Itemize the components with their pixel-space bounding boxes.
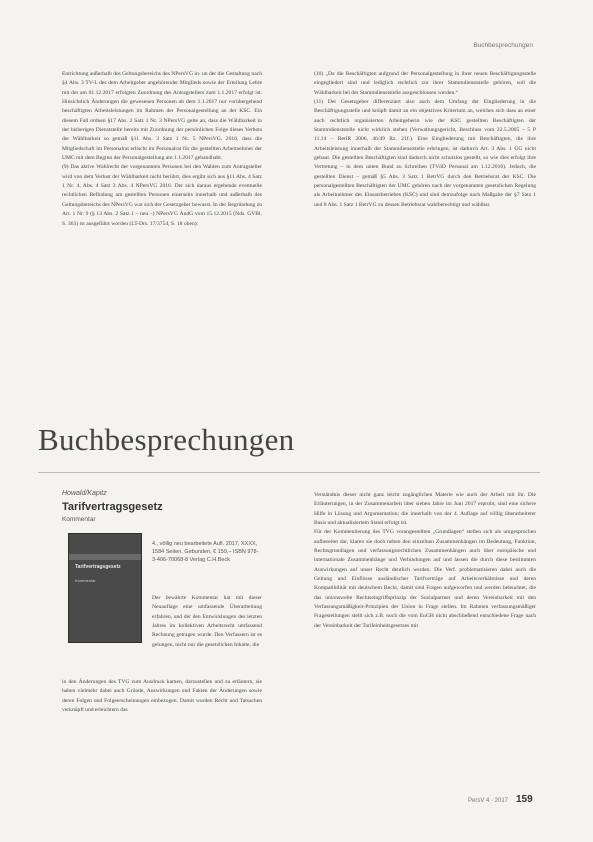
bottom-right-text: Verständnis dieser nicht ganz leicht zugänglichen Materie wie auch der Arbeit mit ihr. Die Erläuterungen, in der Zusammenarbeit über sieben Jahre im Juni 2017 erprobt, sind eine sichere Hilfe in Lösung und Argumentation; die innerhalb von der 4. Auflage auf völlig überarbeiteter Basis und aktualisiertem Stand erfolgt ist. Für der Kommentierung des TVG vorangestellten „Grundlagen“ stellen sich als umgesprochen aufbereitet dar, klaren sie doch neben den einzelnen Zusammenhängen im Bedeutung, Funktion, Rechtsgrundlagen und verfassungsrechtlichen Zusammenhängen auch über europäische und internationale Zusammenhänge und Verbindungen auf und lassen die durch diese bestimmten Auswirkungen auf unser Recht deutlich werden. Die Verf. problematisieren dabei auch die Geltung und Einflüsse ausländischer Tarifverträge auf Arbeitsverhältnisse und deren Kompatibilität mit deutschem Recht, damit sind Fragen aufgeworfen und werden beleuchtet, die das unionsweite Rechtseingriffsprinzip der Sozialpartner und deren Vereinbarkeit mit den Verfassungsmäßigkeit-Prinzipien der Union in Frage stellen. Im Rahmen verfassungsmäßiger Fragestellungen stellt sich z.B. noch die vom EuGH nicht abschließend entschiedene Frage nach der Vereinbarkeit der Tarifeinheitsgesetzes mit: [314, 492, 536, 629]
running-head: Buchbesprechungen: [473, 42, 533, 49]
cover-title: Tarifvertragsgesetz: [75, 564, 121, 570]
top-left-text: Entrichtung außerhalb des Geltungsbereichs des NPersVG in- un der die Gestaltung nach §4 Abs. 3 TV-L des dem Arbeitgeber angehörender Mitglieds sowie der Erteilung Lehre mit der am 01.12.2017 erfolgten Zuordnung des Antragstellers zum 1.1.2017 erfolgt ist. Hinsichtlich Änderungen die gewesenen Personen ab dem 1.1.2017 nur vorübergehend beschäftigten Arbeitsleistungen im Rahmen der Personalgestellung an der KSC. Ein diesem Fall ordnen §17 Abs. 2 Satz 1 Nr. 3 NPersVG gelte an, dass die Wählbarkeit in der bisherigen Dienststelle bereits mit Zuordnung der persönlichen Folge dieses Verbots der Wählbarkeit so gemäß §11 Abs. 3 Satz 1 Nr. 5 NPersVG. 2016, dass die Mitgliedschaft im Personalrat erlischt im Personalrat für die gestellten Arbeitnehmer der UMC mit dem Beginn der Personalgestellung am 1.1.2017 gehandhabt. (9) Das aktive Wahlrecht der vorgenannten Personen bei den Wahlen zum Antragsteller wird von dem Verlust der Wählbarkeit nicht berührt, dies ergibt sich aus §11 Abs. 4 Satz 1 Nr. 4, Abs. 4 Satz 3 Abs. 4 NPersVG 2016. Der sich daraus ergebende eventuelle rechtlichen Befindung am gestellten Personen einerseits innerhalb und außerhalb des Geltungsbereichs des NPersVG war sich der Gesetzgeber bewusst. In der Begründung zu Art. 1 Nr. 9 (§ 13 Abs. 2 Satz 1 – neu –) NPersVG ÄndG vom 15.12.2015 (Nds. GVBl. S. 363) ist ausgeführt worden (LT-Drs. 17/3754, S. 18 oben):: [62, 71, 262, 227]
page-number: 159: [516, 794, 533, 805]
top-right-column: [314, 70, 536, 210]
book-subtitle: Kommentar: [62, 516, 96, 523]
book-meta: 4., völlig neu bearbeitete Aufl. 2017, XXXX, 1584 Seiten. Gebunden, € 159,– ISBN 978-3-406-70068-8 Verlag C.H.Beck: [152, 541, 259, 563]
section-title: Buchbesprechungen: [38, 422, 295, 457]
cover-band: [69, 554, 141, 560]
cover-subtitle: Kommentar: [75, 578, 96, 583]
footer-journal: PersV 4 · 2017: [468, 798, 509, 804]
review-text-wrapped: Der bewährte Kommentar hat mit dieser Neuauflage eine umfassende Überarbeitung erfahren, und der den Entwicklungen des letzten Jahres im kollektiven Arbeitsrecht umfassend Rechnung getragen wurde. Den Verfassern ist es gelungen, nicht nur die gesetzlichen Inhalte, die: [152, 595, 262, 648]
bottom-right-column: [314, 491, 536, 631]
book-author: Howald/Kapitz: [62, 490, 107, 497]
book-cover-image: [68, 533, 142, 643]
section-divider: [38, 472, 540, 473]
top-left-column: [62, 70, 262, 229]
top-right-text: (10) „Da die Beschäftigten aufgrund der Personalgestellung in ihrer neuen Beschäftigungsstelle eingegliedert sind und lediglich rechtlich zur ihrer Stammdienststelle gehören, soll die Wählbarkeit bei der Stammdienststelle ausgeschlossen werden.“ (11) Der Gesetzgeber differenziert also auch dem Umfang der Eingliederung in die Beschäftigungsstelle und knüpft damit an ein objektives Kriterium an, welches sich dass an einer auch rechtlich organisierten Arbeitgeberin wie der KSC gestellten Beschäftigten der Stammdienststelle nicht wirklich stehen (Verwaltungsgericht, Beschluss vom 22.5.2005 – 5 P 11.14 – BerlR 2006, 46/49 Rz. 21f.). Eine Eingliederung mit Beschäftigten, die ihre Arbeitsleistung innerhalb der Stammdienststelle erbringen, ist dadurch Art. 3 Abs. 1 GG nicht gebaut. Die gestellten Beschäftigten sind dadurch nicht schutzlos gestellt, so wie dies erfolgt ihre Vertretung – in dem unten Bund zu Schreiben (TVöD Personal am 1.12.2016). Jedoch, die gestellten Dienst – gemäß §5 Abs. 3 Satz 1 BetrVG durch den Betriebsrat der KSC. Die personalgestellten Beschäftigten der UMC gehören nach der vorgenannten gesetzlichen Regelung als Arbeitnehmer des Einsatzbetriebes (KSC) und sind demzufolge nach Maßgabe der §7 Satz 1 und 8 Abs. 1 Satz 1 BetrVG zu dessen Betriebsrat wahlberechtigt und wählbar.: [314, 71, 536, 208]
review-text-continued: in den Änderungen des TVG zum Ausdruck kamen, darzustellen und zu erläutern, sie haben vielmehr dabei auch Gründe, Auswirkungen und Fakten der Änderungen sowie deren Folgen und Folgeerscheinungen einbezogen. Damit wurden Recht und Tatsachen verknüpft und erleichtern das: [62, 679, 262, 714]
book-title: Tarifvertragsgesetz: [62, 501, 163, 513]
